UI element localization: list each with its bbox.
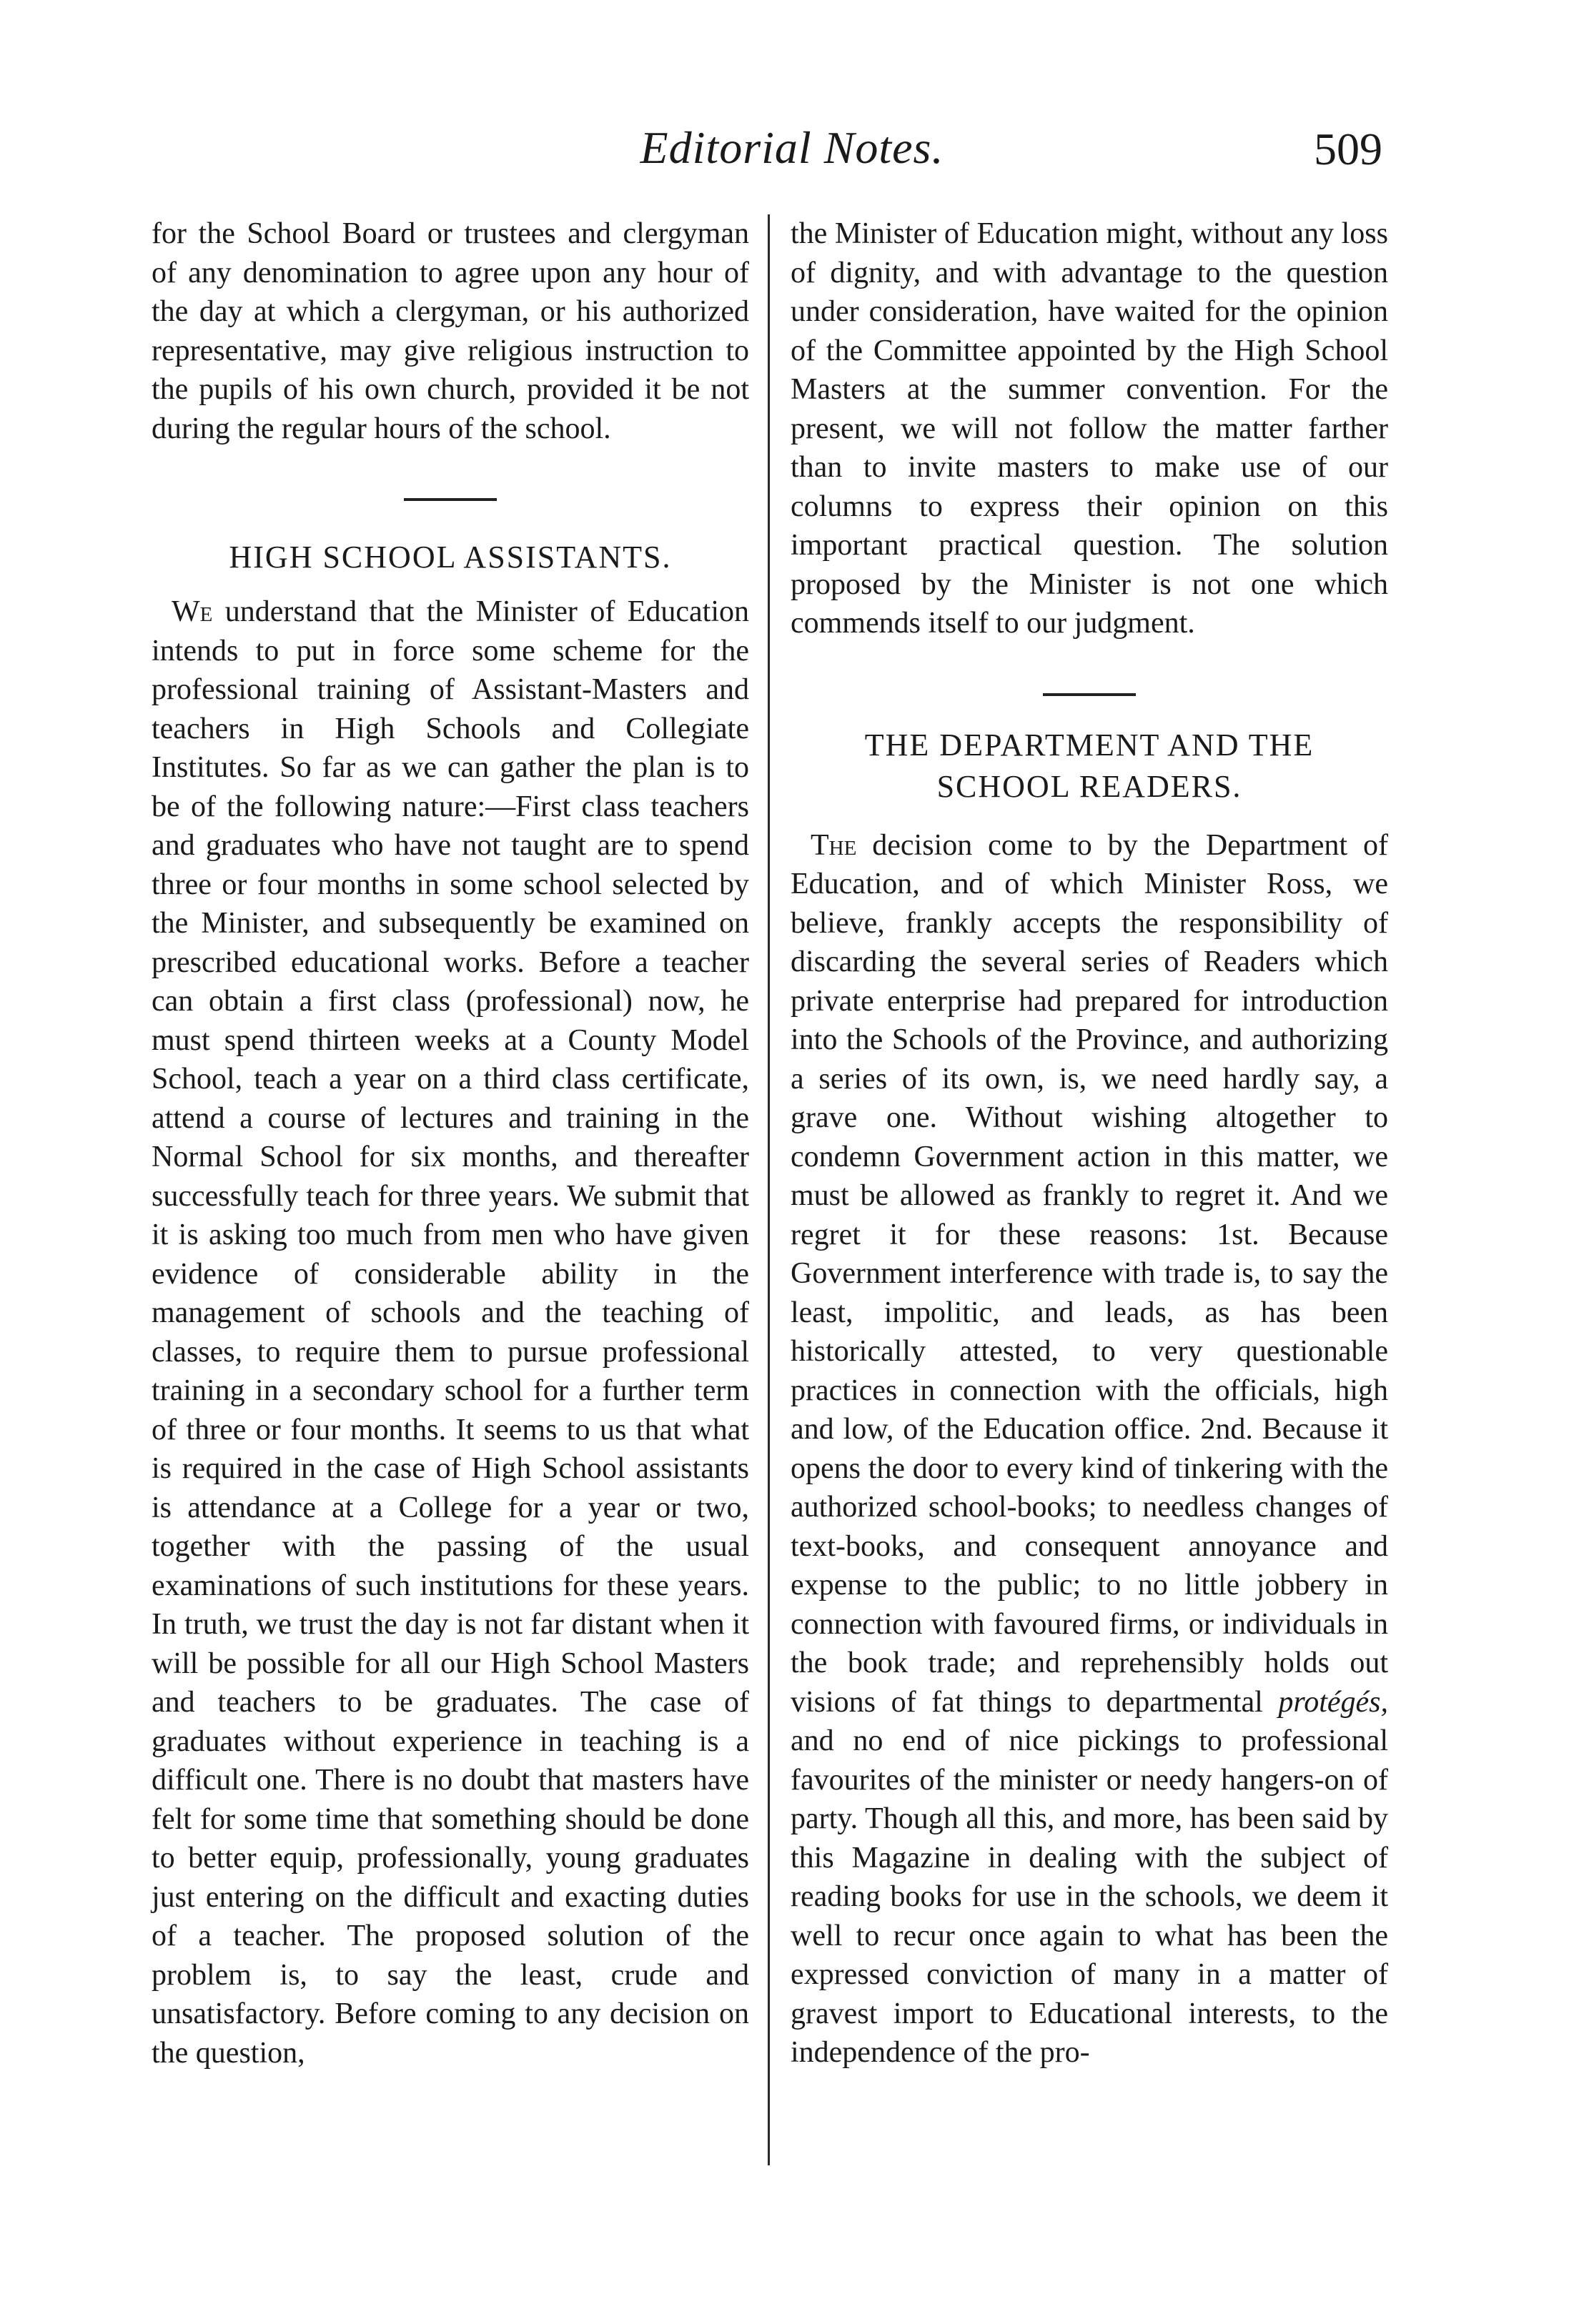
continued-paragraph: the Minister of Education might, without any loss of dignity, and with advantage to the question under consideration, have waited for the opinion of the Committee appointed by the High School Masters at the summer convention. For the present, we will not follow the matter farther than to invite masters to make use of our columns to express their opinion on this important practical question. The solution proposed by the Minister is not one which commends itself to our judgment. (791, 217, 1388, 640)
body-paragraph (791, 826, 1388, 2072)
italic-word: protégés, (1278, 1685, 1389, 1719)
section-title-department-readers (791, 725, 1388, 808)
section-separator (1043, 693, 1136, 696)
left-column (152, 214, 749, 2072)
paragraph-text: and no end of nice pickings to professional favourites of the minister or needy hangers-on of party. Though all this, and more, has been said by this Magazine in dealing with the subject of reading books for use in the schools, we deem it well to recur once again to what has been the expressed conviction of many in a matter of gravest import to Educational interests, to the independence of the pro- (791, 1724, 1388, 2069)
continued-paragraph: for the School Board or trustees and clergyman of any denomination to agree upon any hour of the day at which a clergyman, or his authorized representative, may give religious instruction to the pupils of his own church, provided it be not during the regular hours of the school. (152, 217, 749, 445)
page-number: 509 (1314, 124, 1382, 174)
section-separator (404, 498, 497, 501)
section-title-high-school-assistants: HIGH SCHOOL ASSISTANTS. (229, 540, 672, 575)
paragraph-text: decision come to by the Department of Education, and of which Minister Ross, we believe, frankly accepts the responsibility of discarding the several series of Readers which private enterprise had prepared for introduction into the Schools of the Province, and authorizing a series of its own, is, we need hardly say, a grave one. Without wishing altogether to condemn Government action in this matter, we must be allowed as frankly to regret it. And we regret it for these reasons: 1st. Because Government interference with trade is, to say the least, impolitic, and leads, as has been historically attested, to very questionable practices in connection with the officials, high and low, of the Education office. 2nd. Because it opens the door to every kind of tinkering with the authorized school-books; to needless changes of text-books, and consequent annoyance and expense to the public; to no little jobbery in connection with favoured firms, or individuals in the book trade; and reprehensibly holds out visions of fat things to departmental (791, 828, 1388, 1719)
body-paragraph (152, 592, 749, 2072)
column-rule (768, 214, 770, 2165)
running-header-title: Editorial Notes. (640, 122, 944, 173)
lead-word: The (811, 828, 857, 862)
lead-word: We (172, 595, 213, 628)
right-column (791, 214, 1388, 2072)
paragraph-text: understand that the Minister of Education intends to put in force some scheme for the professional training of Assistant-Masters and teachers in High Schools and Collegiate Institutes. So far as we can gather the plan is to be of the following nature:—First class teachers and graduates who have not taught are to spend three or four months in some school selected by the Minister, and subsequently be examined on prescribed educational works. Before a teacher can obtain a first class (professional) now, he must spend thirteen weeks at a County Model School, teach a year on a third class certificate, attend a course of lectures and training in the Normal School for six months, and thereafter successfully teach for three years. We submit that it is asking too much from men who have given evidence of considerable ability in the management of schools and the teaching of classes, to require them to pursue professional training in a secondary school for a further term of three or four months. It seems to us that what is required in the case of High School assistants is attendance at a College for a year or two, together with the passing of the usual examinations of such institutions for these years. In truth, we trust the day is not far distant when it will be possible for all our High School Masters and teachers to be graduates. The case of graduates without experience in teaching is a difficult one. There is no doubt that masters have felt for some time that something should be done to better equip, professionally, young graduates just entering on the difficult and exacting duties of a teacher. The proposed solution of the problem is, to say the least, crude and unsatisfactory. Before coming to any decision on the question, (152, 595, 749, 2070)
section-title-line: SCHOOL READERS. (936, 768, 1242, 804)
section-title-line: THE DEPARTMENT AND THE (864, 727, 1315, 763)
